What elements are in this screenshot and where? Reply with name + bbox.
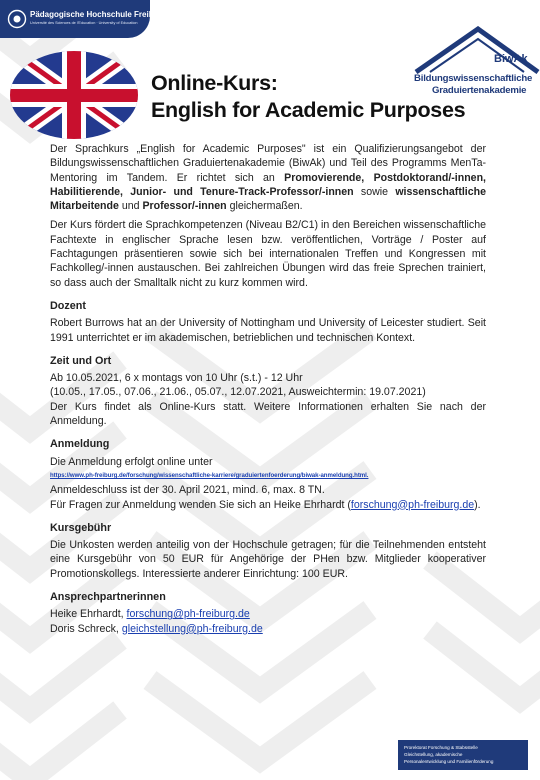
target-groups: Professor/-innen	[142, 200, 227, 213]
target-groups: Promovierende, Postdoktorand/-innen, Habilitierende, Junior- und Tenure-Track-Professor/-innen	[50, 171, 486, 198]
biwak-name-line1: Bildungswissenschaftliche	[414, 73, 533, 84]
footer-line-3: Personalentwicklung und Familienförderung	[404, 759, 494, 764]
kontakt-list	[50, 607, 486, 636]
intro-paragraph-1	[50, 142, 486, 213]
section-heading-zeit: Zeit und Ort	[50, 354, 112, 367]
contact-name: Heike Ehrhardt,	[50, 608, 127, 621]
title-line-2: English for Academic Purposes	[151, 98, 466, 122]
intro-paragraph-2: Der Kurs fördert die Sprachkompetenzen (Niveau B2/C1) in den Bereichen wissenschaftliche Fachtexte in englischer Sprache lesen bzw. veröffentlichen, Vorträge / Poster auf Fachtagungen präsentieren sowie sich bei internationalen Treffen und Kongressen mit Fachkolleg/-innen austauschen. Bei zahlreichen Übungen wird das freie Sprechen trainiert, so dass auch der Smalltalk nicht zu kurz kommen wird.	[50, 219, 486, 289]
biwak-name-line2: Graduiertenakademie	[432, 85, 527, 96]
biwak-abbreviation: BiwAk	[494, 53, 528, 65]
biwak-roof-icon	[414, 26, 540, 74]
intro-text: gleichermaßen.	[226, 200, 303, 213]
section-heading-kontakt: Ansprechpartnerinnen	[50, 591, 166, 604]
zeit-line-1: Ab 10.05.2021, 6 x montags von 10 Uhr (s.t.) - 12 Uhr	[50, 372, 303, 385]
intro-text: sowie	[353, 185, 396, 198]
anmeldung-line-2: Anmeldeschluss ist der 30. April 2021, mind. 6, max. 8 TN.	[50, 484, 325, 497]
footer-line-2: Gleichstellung, akademische	[404, 752, 463, 757]
contact-email-link[interactable]: forschung@ph-freiburg.de	[126, 608, 250, 621]
ph-freiburg-header	[0, 0, 167, 38]
section-heading-dozent: Dozent	[50, 299, 86, 312]
intro-text: Der Sprachkurs „English for Academic Purposes" ist ein Qualifizierungsangebot der Bildungswissenschaftlichen Graduiertenakademie (BiwAk) und Teil des Programms MenTa-Mentoring im Tandem. Er richtet sich an	[50, 143, 486, 184]
intro-text: und	[118, 200, 143, 213]
institution-name: Pädagogische Hochschule Freiburg	[30, 10, 167, 19]
kursgebuehr-text: Die Unkosten werden anteilig von der Hochschule getragen; für die Teilnehmenden entsteht eine Kursgebühr von 50 EUR für Angehörige der PHen bzw. Mitglieder kooperativer Promotionskollegs. Interessierte anderer Einrichtung: 100 EUR.	[50, 539, 486, 580]
anmeldung-text	[50, 455, 486, 512]
page-title	[151, 70, 465, 124]
institution-subtitle: Université des Sciences de l'Education · University of Education	[30, 21, 138, 25]
anmeldung-line-3: Für Fragen zur Anmeldung wenden Sie sich an Heike Ehrhardt (	[50, 498, 351, 511]
zeit-text	[50, 371, 486, 428]
zeit-line-3: Der Kurs findet als Online-Kurs statt. Weitere Informationen erhalten Sie nach der Anmeldung.	[50, 400, 486, 428]
contact-1	[50, 607, 486, 621]
footer-line-1: Prorektorat Forschung & Stabsstelle	[404, 745, 478, 750]
section-heading-anmeldung: Anmeldung	[50, 438, 110, 451]
anmeldung-line-3-end: ).	[474, 498, 481, 511]
footer-department-box	[398, 740, 528, 770]
main-content	[50, 142, 486, 641]
ph-freiburg-logo-icon	[7, 9, 27, 29]
contact-2	[50, 622, 486, 636]
dozent-text: Robert Burrows hat an der University of Nottingham und University of Leicester studiert. Seit 1991 unterrichtet er im akademischen, betrieblichen und technischen Kontext.	[50, 317, 486, 344]
section-heading-kursgebuehr: Kursgebühr	[50, 521, 112, 534]
title-line-1: Online-Kurs:	[151, 71, 278, 95]
target-groups: wissenschaftliche Mitarbeitende	[50, 185, 486, 213]
contact-email-link[interactable]: gleichstellung@ph-freiburg.de	[121, 622, 263, 635]
email-link-forschung[interactable]: forschung@ph-freiburg.de	[350, 498, 475, 511]
anmeldung-line-1: Die Anmeldung erfolgt online unter	[50, 455, 213, 468]
contact-name: Doris Schreck,	[50, 622, 122, 635]
union-jack-flag-image	[8, 48, 140, 143]
registration-link[interactable]: https://www.ph-freiburg.de/forschung/wissenschaftliche-karriere/graduiertenfoerderung/biwak-anmeldung.html.	[50, 471, 369, 479]
zeit-line-2: (10.05., 17.05., 07.06., 21.06., 05.07., 12.07.2021, Ausweichtermin: 19.07.2021)	[50, 386, 426, 399]
